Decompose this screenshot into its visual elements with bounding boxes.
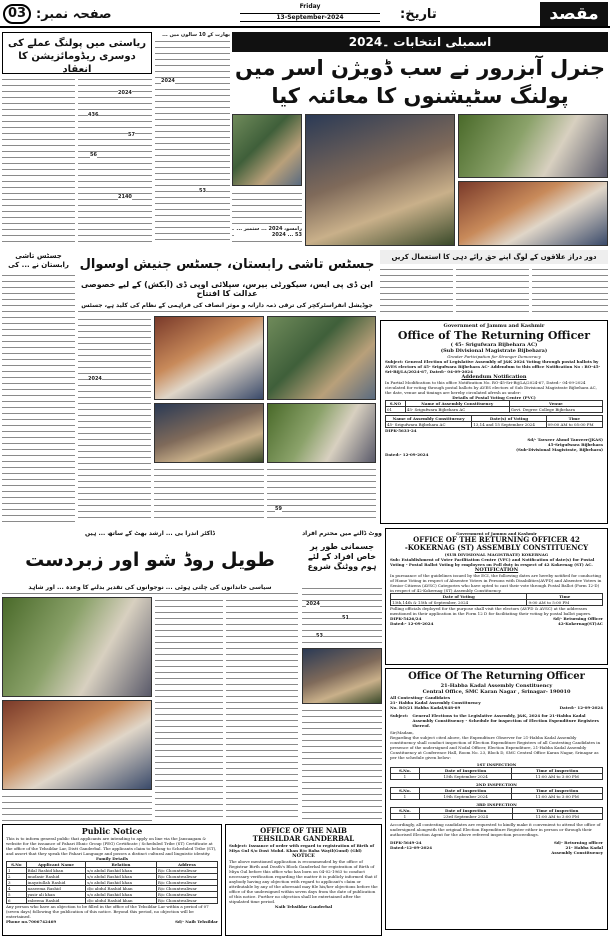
notice-returning-officer-habba-kadal	[385, 668, 608, 930]
notice-dated: Dated:-12-09-2024	[390, 845, 432, 850]
inspection-table	[390, 767, 603, 780]
cj-subhead: این ڈی پی ایس، سیکورٹی بیرس، سپلائی اوپی ڈی (آبکش) کے لیے خصوصی عدالت کا افتتاح	[80, 280, 374, 298]
photo	[154, 316, 264, 400]
mid-column-story	[155, 32, 230, 246]
photo	[2, 700, 152, 790]
table-cell: 4	[7, 886, 27, 892]
table-row	[7, 874, 218, 880]
notice-signature: 42-Kokernag(ST)AC	[558, 621, 603, 626]
rally-column-b	[226, 597, 298, 821]
notice-body: Regarding the subject cited above, the Expenditure Observer for 21-Habba Kadal Assembly constituency shall conduct inspection of Election Expenditure Registers of all Contesting Candidates in presence of the undersigned and Nodal Officer, Election Expenditure, 21-Habba Kadal Assembly Constituency at Conference Hall, Room No. 23, Block D, SMC Central Office Karan Nagar, Srinagar as per the schedule given below:	[390, 735, 601, 760]
notice-sub: (Sub Divisional Magistrate Bijbehara)	[440, 348, 548, 354]
notice-ref-date: Dated:- 12-09-2024	[559, 705, 603, 710]
notice-title: TEHSILDAR GANDERBAL	[252, 834, 355, 843]
table-cell: 23rd September 2024	[419, 814, 512, 820]
voting-column	[302, 585, 382, 645]
notice-table-caption: Details of Postal Voting Centre (PVC)	[452, 395, 536, 400]
summary-column-b	[456, 266, 529, 316]
notice-table-pvc	[385, 400, 603, 413]
table-cell: 11:00 AM to 3:00 PM	[512, 774, 603, 780]
left-top-column-b	[78, 76, 152, 246]
left-mid-headline: جسٹس تاشی رابستان نے ... کی	[8, 252, 69, 269]
left-top-headline-1: ریاستی میں پولنگ عملے کی	[7, 38, 146, 49]
notice-signature: Sd/- Returning officer	[553, 840, 603, 845]
table-header: Time of Inspection	[512, 788, 603, 794]
table-header: Date of Inspection	[419, 768, 511, 774]
photo	[154, 403, 264, 463]
table-cell: 2	[7, 874, 27, 880]
notice-subject-label: Subject:	[390, 713, 409, 718]
notice-table-voting	[390, 593, 603, 606]
table-cell: R/o Chountwaliwar	[156, 892, 217, 898]
summary-column-c	[532, 266, 608, 316]
figure-text: 53	[199, 188, 206, 194]
notice-dated: Dated:- 12-09-2024	[390, 621, 434, 626]
photo	[305, 114, 455, 246]
masthead	[0, 2, 610, 28]
notice-signature: 21- Habba Kadal	[565, 845, 603, 850]
table-cell: 6	[7, 898, 27, 904]
figure-text: 2024	[118, 90, 132, 96]
notice-title: -KOKERNAG (ST) ASSEMBLY CONSTITUENCY	[404, 543, 589, 552]
summary-headline: دور دراز علاقوں کے لوگ اپنے حق رائے دہی کا استعمال کریں	[380, 250, 608, 264]
left-mid-column	[2, 272, 75, 522]
notice-title: Office Of The Returning Officer	[408, 671, 585, 682]
inspection-table	[390, 807, 603, 820]
table-cell: R/o Chountwaliwar	[156, 886, 217, 892]
table-cell: 1	[391, 814, 420, 820]
inspection-title: 1ST INSPECTION	[476, 762, 517, 767]
photo	[267, 403, 376, 463]
table-header: Name of Assembly Constituency	[405, 401, 509, 407]
photo	[232, 114, 302, 186]
table-header: Time of Inspection	[512, 768, 603, 774]
notice-dipk: DIPK-5426/24	[390, 616, 422, 621]
date-label: تاریخ:	[400, 7, 437, 22]
table-cell: 9:00 AM to 5:00 PM	[527, 600, 603, 606]
notice-title: Office of The Returning Officer	[397, 329, 591, 342]
notice-gov: Government of Jammu and Kashmir	[456, 531, 537, 536]
table-cell: 11:00 AM to 3:00 PM	[512, 794, 603, 800]
public-notice	[2, 824, 222, 936]
left-top-headline-box	[2, 32, 152, 74]
notice-to: 21- Habba Kadal Assembly Constituency	[390, 700, 481, 705]
cj-column-b	[154, 466, 264, 522]
notice-table-dates	[385, 415, 603, 428]
table-cell: 5	[7, 892, 27, 898]
table-header: S.No.	[391, 788, 420, 794]
notice-dated: Dated:- 12-09-2024	[385, 452, 429, 457]
table-row	[7, 886, 218, 892]
notice-dipk: DIPK-5633-24	[385, 428, 417, 433]
notice-sub: Central Office, SMC Karan Nagar , Srinagar- 190010	[422, 689, 571, 695]
inspection-title: 2ND INSPECTION	[476, 782, 517, 787]
notice-subject: Subject: Issuance of order with regard to registration of Birth of Miya Gul S/o Dost Mohd. Khan R/o Baba Wayil(Gund) (Gbl)	[229, 843, 375, 853]
inspection-schedule	[390, 762, 603, 820]
naib-tehsildar-notice	[225, 824, 382, 936]
notice-signature: 45-Srigufwara Bijbehara	[547, 442, 603, 447]
lead-column-text	[232, 190, 302, 246]
photo	[267, 316, 376, 400]
table-header: Name of Assembly Constituency	[386, 416, 472, 422]
notice-body: In Partial Modification to this office Notification No. RO-45-Sri-Bij/LA/2024-67, Dated:- 04-09-2024 circulated for voting through postal ballots by AVES electors of Sub Divisional Magistrate Bijbehara AC, the date, venue and timings are hereby circulated afresh as under:	[385, 380, 597, 395]
photo	[458, 181, 608, 246]
table-cell: 45- Srigufwara Bijbehara AC	[386, 422, 472, 428]
cj-deck: جوڈیشل انفراسٹرکچر کی ترقی ذمہ دارانہ و موثر انصاف کی فراہمی کے نظام کی کلید ہے، جسٹس	[78, 300, 376, 312]
notice-sub: (SUB DIVISIONAL MAGISTRATE) KOKERNAG	[444, 552, 549, 557]
table-header: Applicant Name	[26, 862, 86, 868]
photo	[2, 597, 152, 697]
table-header: Relation	[86, 862, 157, 868]
notice-footer: Any person who have an objection to be filled in the office of the Tehsildar Lar within a period of 07 (seven days) following the publication of this notice. Beyond this period, no objection will be entertained.	[6, 904, 209, 919]
figure-text: 436	[88, 112, 99, 118]
voting-column-b	[302, 707, 382, 821]
cj-column-a	[78, 316, 151, 522]
notice-sub: 21-Habba Kadal Assembly Constituency	[440, 683, 553, 689]
inspection-title: 3RD INSPECTION	[476, 802, 517, 807]
notice-signature: Assembly Constituency	[551, 850, 603, 855]
table-cell: 09:00 AM to 05:00 PM	[546, 422, 602, 428]
notice-body: Polling officials deployed for the purpose shall visit the electors (AVPD & AVSC) at the addresses mentioned in their application in the Form 12 D for facilitating their voting by postal ballot papers.	[390, 606, 592, 616]
table-row	[391, 794, 603, 800]
figure-text: 2024	[306, 601, 320, 607]
table-cell: yasir ali khan	[26, 892, 86, 898]
figure-text: 2024	[161, 78, 175, 84]
table-cell: R/o Chountwaliwar	[156, 880, 217, 886]
voting-headline: جسمانی طور پر خاص افراد کے لئے ہوم ووٹنگ شروع	[307, 542, 377, 571]
table-cell: s/o abdul Rashid khan	[86, 868, 157, 874]
table-cell: d/o abdul Rashid khan	[86, 898, 157, 904]
notice-body: In pursuance of the guidelines issued by the ECI, the following dates are hereby notified for conducting of Home Voting in respect of Absentee Voters in Persons with Disabilities(AVPD) and Absentee Voters in Senior Citizens (AVSC) Categories who have opted to cast their vote through Postal Ballot (Form 12-D) in respect of 42-Kokernag (ST) Assembly Constituency.	[390, 573, 602, 593]
table-header: Address	[156, 862, 217, 868]
table-cell: mudasir Rashid	[26, 874, 86, 880]
table-cell: s/o abdul Rashid khan	[86, 880, 157, 886]
lead-snippet: رامسو، 2024 ... ستمبر ... 53 ... 2024	[234, 226, 302, 238]
table-cell: 3	[7, 880, 27, 886]
notice-signature: Sd/- Naib Tehsildar	[175, 919, 218, 924]
notice-body: The above mentioned application is recommended by the office of Registrar Birth and Death's Block Ganderbal for registration of Birth of Miya Gul before this office who has born on 04-02-1963 to conduct necessary verification regarding the matter it is publicly informed that if anybody having any objection with regard to applicant's claim or attributable by any of the aforesaid may file his/her objections before the office of the undersigned within seven days from the date of publication of this notice. Further no objection shall be entertained after the stipulated time period.	[229, 859, 378, 904]
notice-subject: General Elections to the Legislative Assembly, J&K, 2024 for 21-Habba Kadal Assembly Constituency - Schedule for inspection of Election Expenditure Registers thereof.	[412, 713, 599, 728]
table-cell: d/o abdul Rashid khan	[86, 886, 157, 892]
left-top-column-a	[2, 76, 75, 246]
table-cell: 1	[391, 794, 420, 800]
notice-subject: Sub: Establishment of Voter Facilitation Centre (VFC) and Notification of date(s) for Postal Voting - Postal Ballot Voting by employees on Poll duty in respect of 42 Kokernag (ST) AC.	[390, 557, 595, 567]
notice-table-title: Family Details	[96, 856, 128, 861]
notice-title: Public Notice	[81, 826, 143, 836]
table-header: S.No	[7, 862, 27, 868]
table-cell: s/o abdul Rashid khan	[86, 874, 157, 880]
table-cell: 19th September 2024	[419, 794, 511, 800]
table-header: Date(s) of Voting	[472, 416, 546, 422]
day: Friday	[299, 3, 321, 10]
brand-logo: مقصد	[540, 2, 608, 26]
figure-text: 59	[275, 506, 282, 512]
notice-heading: NOTIFICATION	[474, 567, 519, 573]
table-header: Date of Voting	[391, 594, 527, 600]
table-header: Time	[527, 594, 603, 600]
cj-headline: جسٹس تاشی رابستان، جسٹس جنیش اوسوال	[79, 257, 375, 272]
voting-deck: ووٹ ڈالنے میں محترم افراد	[302, 530, 382, 537]
notice-title: OFFICE OF THE RETURNING OFFICER 42	[413, 535, 580, 544]
mid-column-intro: بھارت کے 10 سالوں میں ...	[162, 32, 230, 38]
table-row	[7, 868, 218, 874]
inspection-table	[390, 787, 603, 800]
table-cell: R/o Chountwaliwar	[156, 868, 217, 874]
table-header: Time of Inspection	[512, 808, 602, 814]
rally-caption	[2, 793, 152, 821]
table-header: S.No.	[391, 808, 420, 814]
table-cell: 1	[391, 774, 420, 780]
table-header: S.NO	[386, 401, 406, 407]
table-header: Venue	[509, 401, 602, 407]
table-cell: 13th,14th & 15th of September, 2024	[391, 600, 527, 606]
table-row	[7, 892, 218, 898]
table-row	[7, 898, 218, 904]
lead-headline: جنرل آبزرور نے سب ڈویژن اسر میں پولنگ سٹیشنوں کا معائنہ کیا	[235, 56, 605, 108]
notice-heading: NOTICE	[292, 853, 315, 859]
table-cell: 01	[386, 407, 406, 413]
figure-text: 2140	[118, 194, 132, 200]
cj-column-c	[267, 466, 376, 522]
table-header: S.No.	[391, 768, 420, 774]
rally-deck: ڈاکٹر اندرا بی ... ارشد بھٹ کے ساتھ ... ہیں	[85, 530, 215, 537]
rally-column-a	[155, 597, 223, 821]
table-cell: 1	[7, 868, 27, 874]
table-cell: 15th September 2024	[419, 774, 511, 780]
figure-text: 51	[342, 615, 349, 621]
notice-gov: Government of Jammu and Kashmir	[443, 323, 545, 329]
page-label: صفحہ نمبر:	[36, 7, 112, 22]
notice-returning-officer-bijbehara	[380, 320, 608, 524]
notice-signature: Sd/- Returning Officer	[553, 616, 603, 621]
table-cell: rabeena Rashid	[26, 898, 86, 904]
lead-banner: اسمبلی انتخابات ۔2024	[232, 32, 608, 52]
table-header: Time	[546, 416, 602, 422]
table-row	[7, 880, 218, 886]
table-cell: Bilal Rashid khan	[26, 868, 86, 874]
table-cell: R/o Chountwaliwar	[156, 874, 217, 880]
notice-dipk: DIPK-5649-24	[390, 840, 422, 845]
notice-tagline: Greater Participation for Stronger Democracy	[447, 354, 541, 359]
figure-text: 2024	[88, 376, 102, 382]
figure-text: 53	[316, 633, 323, 639]
table-cell: naseema Rashid	[26, 886, 86, 892]
notice-subject: Subject: General Election of Legislative Assembly of J&K 2024 Voting through postal ballots by AVES electors of 45- Srigufwara Bijbehara AC- Addendum to this office Notification No : RO-45-Sri-Bij/LA/2024-67, Dated:- 04-09-2024	[385, 359, 601, 374]
table-header: Date of Inspection	[419, 788, 511, 794]
photo	[302, 648, 382, 704]
figure-text: 56	[90, 152, 97, 158]
summary-column-a	[380, 266, 453, 316]
table-row	[391, 814, 603, 820]
rally-headline: طویل روڈ شو اور زبردست	[25, 549, 275, 571]
notice-signature: Naib Tehsildar Ganderbal	[274, 904, 333, 909]
family-table	[6, 861, 218, 904]
table-cell: 11:00 AM to 3:00 PM	[512, 814, 602, 820]
notice-salutation: Sir/Madam,	[390, 730, 414, 735]
notice-signature: Sd/- Tavseer Ahmd Tanveer(JKAS)	[527, 437, 603, 442]
table-cell: R/o Chountwaliwar	[156, 898, 217, 904]
notice-phone: Phone no.7006742469	[6, 919, 57, 924]
notice-signature: (Sub-Divisional Magistrate, Bijbehara)	[516, 447, 603, 452]
table-cell: s/o abdul Rashid khan	[86, 892, 157, 898]
notice-title: OFFICE OF THE NAIB	[260, 826, 347, 835]
table-header: Date of Inspection	[419, 808, 512, 814]
table-cell: inayatullah Rashid	[26, 880, 86, 886]
table-cell: 13,14 and 15 September 2024	[472, 422, 546, 428]
notice-returning-officer-kokernag	[385, 528, 608, 665]
notice-heading: Addendum Notification	[461, 374, 527, 380]
notice-ref: No. RO/21 Habba Kadal/648-69	[390, 705, 461, 710]
notice-footer: Accordingly, all contesting candidates are requested to kindly make it convenient to attend the office of undersigned alongwith the original Election Expenditure Register either in person or through their authorised Election Agent for the above referred inspection proceedings.	[390, 822, 601, 837]
figure-text: 57	[128, 132, 135, 138]
notice-sub: ( 45- Srigufwara Bijbehara AC)	[450, 342, 538, 348]
table-cell: Govt. Degree College Bijbehara	[509, 407, 602, 413]
date: 13-September-2024	[240, 13, 380, 22]
table-cell: 45- Srigufwara Bijbehara AC	[405, 407, 509, 413]
page-number: 03	[3, 4, 31, 24]
notice-to: All Contesting- Candidates	[390, 695, 451, 700]
notice-body: This is to inform general public that applicants are intending to apply on line via the Jansuagam & website for the issuance of Pahari Ehnic Group (PEG) Certificate / Scheduled Tribe (ST) Certificate at the office of the Tehsildar Lar, Distt Ganderbal. The applicants claim to belong to Scheduled Tribe (ST), and assert that they speak the Pahari Language and posses a distinct cultural and linguistic identity.	[6, 836, 217, 856]
table-row	[391, 774, 603, 780]
left-top-headline-2: دوسری ریڈومائزیشن کا انعقاد	[18, 51, 136, 75]
photo	[458, 114, 608, 178]
rally-subhead: سیاسی خاندانوں کی چلتی ہوئی ... نوجوانوں کی تقدیر بدلنے کا وعدہ ... اور شاہد	[2, 582, 298, 594]
